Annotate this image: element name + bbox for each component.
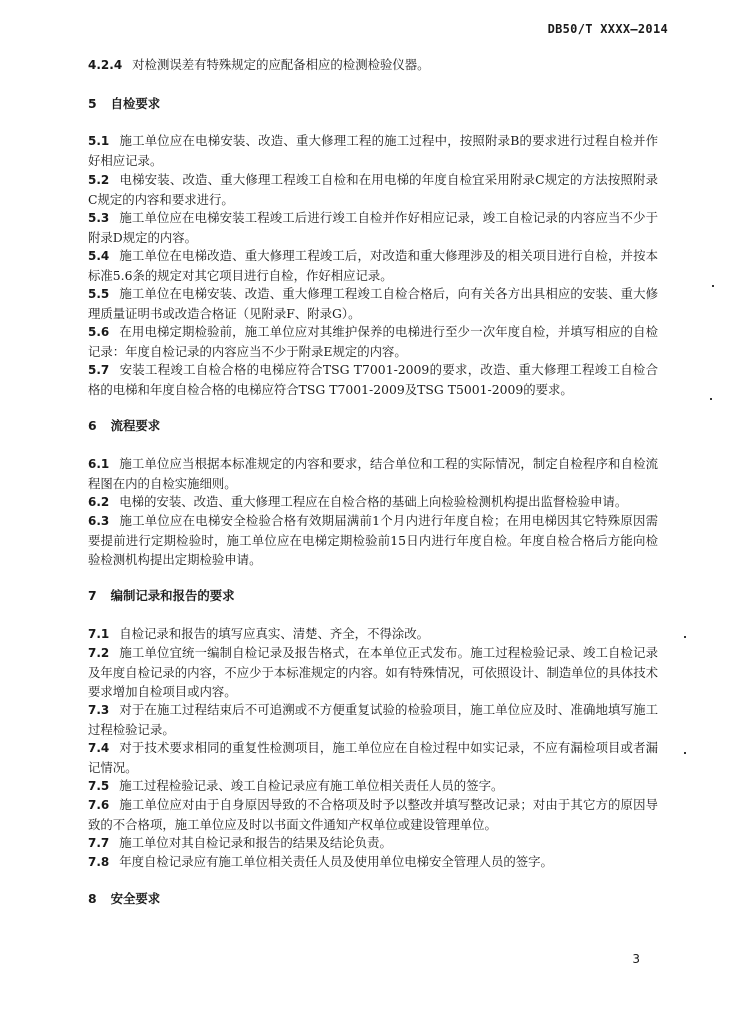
clause-text: 电梯安装、改造、重大修理工程竣工自检和在用电梯的年度自检宜采用附录C规定的方法按照附录C规定的内容和要求进行。 — [88, 172, 658, 207]
clause-text: 施工单位应当根据本标准规定的内容和要求，结合单位和工程的实际情况，制定自检程序和自检流程图在内的自检实施细则。 — [88, 456, 658, 491]
clause-7-5 — [88, 776, 658, 796]
clause-number: 7.8 — [88, 855, 110, 869]
section-heading-6 — [88, 416, 658, 435]
clause-7-7 — [88, 833, 658, 853]
scan-speck — [684, 636, 686, 638]
clause-7-4 — [88, 738, 658, 777]
clause-number: 7.2 — [88, 646, 110, 660]
clause-text: 自检记录和报告的填写应真实、清楚、齐全，不得涂改。 — [119, 626, 430, 641]
clause-number: 5.6 — [88, 325, 110, 339]
clause-number: 6.3 — [88, 514, 110, 528]
clause-number: 5.1 — [88, 134, 110, 148]
clause-text: 施工单位应在电梯安装、改造、重大修理工程的施工过程中，按照附录B的要求进行过程自检并作好相应记录。 — [88, 133, 658, 168]
clause-number: 7.4 — [88, 741, 110, 755]
clause-6-2 — [88, 492, 658, 512]
clause-5-2 — [88, 170, 658, 209]
clause-text: 安装工程竣工自检合格的电梯应符合TSG T7001-2009的要求，改造、重大修理工程竣工自检合格的电梯和年度自检合格的电梯应符合TSG T7001-2009及TSG T5001-2009的要求。 — [88, 362, 658, 397]
clause-text: 施工过程检验记录、竣工自检记录应有施工单位相关责任人员的签字。 — [119, 778, 504, 793]
clause-number: 7.6 — [88, 798, 110, 812]
section-number: 8 — [88, 891, 97, 906]
clause-5-1 — [88, 131, 658, 170]
clause-number: 7.1 — [88, 627, 110, 641]
section-heading-7 — [88, 586, 658, 605]
clause-number: 5.4 — [88, 249, 110, 263]
scan-speck — [710, 398, 712, 400]
clause-number: 5.2 — [88, 173, 110, 187]
clause-text: 对检测误差有特殊规定的应配备相应的检测检验仪器。 — [132, 57, 430, 72]
clause-7-8 — [88, 852, 658, 872]
clause-number: 5.3 — [88, 211, 110, 225]
clause-7-3 — [88, 700, 658, 739]
clause-number: 4.2.4 — [88, 58, 123, 72]
standard-code: DB50/T XXXX—2014 — [547, 22, 668, 36]
clause-4-2-4 — [88, 55, 658, 75]
clause-number: 5.5 — [88, 287, 110, 301]
section-number: 5 — [88, 96, 97, 111]
clause-text: 施工单位对其自检记录和报告的结果及结论负责。 — [119, 835, 392, 850]
scan-speck — [684, 752, 686, 754]
clause-6-3 — [88, 511, 658, 569]
clause-number: 6.1 — [88, 457, 110, 471]
clause-7-6 — [88, 795, 658, 834]
clause-number: 6.2 — [88, 495, 110, 509]
page-number: 3 — [632, 952, 640, 966]
clause-7-1 — [88, 624, 658, 644]
clause-number: 7.5 — [88, 779, 110, 793]
clause-5-6 — [88, 322, 658, 361]
clause-text: 施工单位在电梯改造、重大修理工程竣工后，对改造和重大修理涉及的相关项目进行自检，并按本标准5.6条的规定对其它项目进行自检，作好相应记录。 — [88, 248, 658, 283]
clause-text: 施工单位应对由于自身原因导致的不合格项及时予以整改并填写整改记录；对由于其它方的原因导致的不合格项，施工单位应及时以书面文件通知产权单位或建设管理单位。 — [88, 797, 658, 832]
section-number: 6 — [88, 418, 97, 433]
clause-7-2 — [88, 643, 658, 701]
clause-number: 7.3 — [88, 703, 110, 717]
clause-number: 7.7 — [88, 836, 110, 850]
section-heading-8 — [88, 889, 658, 908]
scan-speck — [712, 285, 714, 287]
clause-text: 施工单位应在电梯安全检验合格有效期届满前1个月内进行年度自检；在用电梯因其它特殊原因需要提前进行定期检验时，施工单位应在电梯定期检验前15日内进行年度自检。年度自检合格后方能向检验检测机构提出定期检验申请。 — [88, 513, 658, 567]
clause-number: 5.7 — [88, 363, 110, 377]
clause-text: 施工单位在电梯安装、改造、重大修理工程竣工自检合格后，向有关各方出具相应的安装、重大修理质量证明书或改造合格证（见附录F、附录G）。 — [88, 286, 658, 321]
clause-text: 对于技术要求相同的重复性检测项目，施工单位应在自检过程中如实记录，不应有漏检项目或者漏记情况。 — [88, 740, 658, 775]
clause-text: 施工单位宜统一编制自检记录及报告格式，在本单位正式发布。施工过程检验记录、竣工自检记录及年度自检记录的内容，不应少于本标准规定的内容。如有特殊情况，可依照设计、制造单位的具体技术要求增加自检项目或内容。 — [88, 645, 658, 699]
clause-5-4 — [88, 246, 658, 285]
clause-text: 对于在施工过程结束后不可追溯或不方便重复试验的检验项目，施工单位应及时、准确地填写施工过程检验记录。 — [88, 702, 658, 737]
clause-text: 电梯的安装、改造、重大修理工程应在自检合格的基础上向检验检测机构提出监督检验申请。 — [119, 494, 628, 509]
clause-6-1 — [88, 454, 658, 493]
section-title: 自检要求 — [110, 96, 161, 111]
section-title: 编制记录和报告的要求 — [110, 588, 235, 603]
clause-text: 年度自检记录应有施工单位相关责任人员及使用单位电梯安全管理人员的签字。 — [119, 854, 553, 869]
section-title: 流程要求 — [110, 418, 161, 433]
clause-5-5 — [88, 284, 658, 323]
clause-text: 施工单位应在电梯安装工程竣工后进行竣工自检并作好相应记录，竣工自检记录的内容应当不少于附录D规定的内容。 — [88, 210, 658, 245]
section-title: 安全要求 — [110, 891, 161, 906]
clause-5-7 — [88, 360, 658, 399]
section-number: 7 — [88, 588, 97, 603]
clause-5-3 — [88, 208, 658, 247]
clause-text: 在用电梯定期检验前，施工单位应对其维护保养的电梯进行至少一次年度自检，并填写相应的自检记录：年度自检记录的内容应当不少于附录E规定的内容。 — [88, 324, 658, 359]
section-heading-5 — [88, 94, 658, 113]
